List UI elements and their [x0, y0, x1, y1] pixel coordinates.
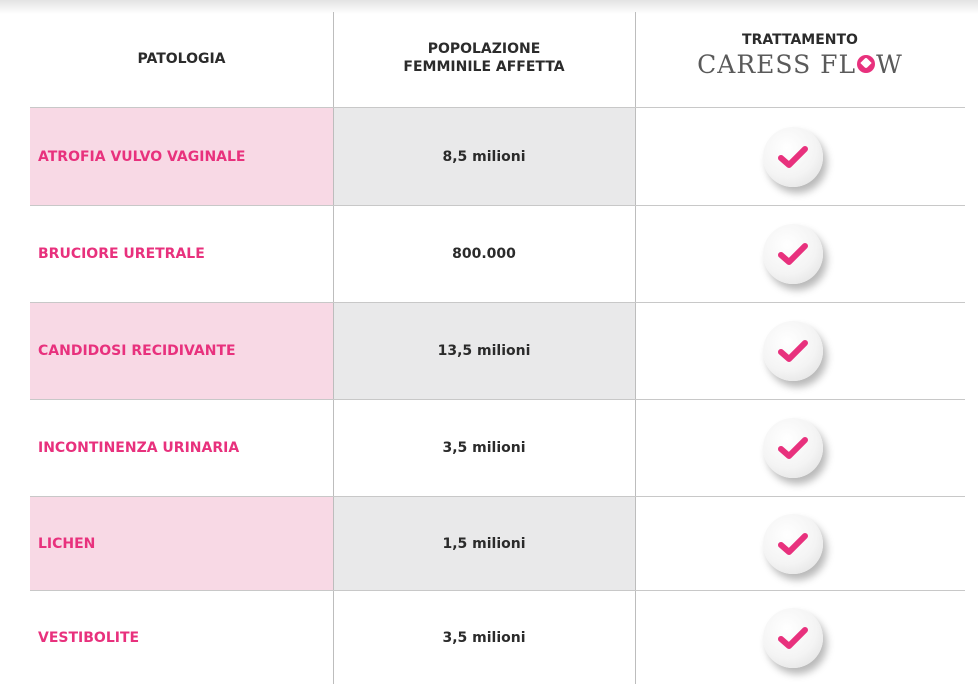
cell-trattamento — [635, 591, 965, 684]
popolazione-text: 3,5 milioni — [442, 439, 526, 456]
cell-patologia — [30, 302, 333, 399]
row-divider — [30, 590, 965, 591]
row-divider — [30, 205, 965, 206]
patologia-text: BRUCIORE URETRALE — [38, 245, 205, 262]
heart-clock-icon — [857, 55, 875, 73]
cell-popolazione — [333, 205, 635, 302]
cell-patologia — [30, 591, 333, 684]
brand-logo — [697, 50, 903, 79]
header-patologia — [30, 0, 333, 108]
cell-trattamento — [635, 302, 965, 399]
row-divider — [30, 496, 965, 497]
cell-trattamento — [635, 496, 965, 591]
check-circle-icon — [763, 608, 823, 668]
check-circle-icon — [763, 514, 823, 574]
cell-popolazione — [333, 496, 635, 591]
check-circle-icon — [763, 224, 823, 284]
table-row — [0, 108, 978, 205]
column-divider — [635, 12, 636, 684]
cell-patologia — [30, 496, 333, 591]
patologia-text: INCONTINENZA URINARIA — [38, 439, 240, 456]
row-divider — [30, 302, 965, 303]
header-patologia-label: PATOLOGIA — [137, 51, 226, 67]
popolazione-text: 8,5 milioni — [442, 148, 526, 165]
popolazione-text: 13,5 milioni — [437, 342, 531, 359]
column-divider — [333, 12, 334, 684]
header-trattamento-label: TRATTAMENTO — [742, 31, 858, 48]
popolazione-text: 800.000 — [452, 245, 516, 262]
header-popolazione — [333, 0, 635, 108]
check-circle-icon — [763, 127, 823, 187]
table-row — [0, 496, 978, 591]
table-header — [0, 0, 978, 108]
cell-popolazione — [333, 108, 635, 205]
popolazione-text: 1,5 milioni — [442, 535, 526, 552]
cell-popolazione — [333, 591, 635, 684]
cell-popolazione — [333, 399, 635, 496]
cell-popolazione — [333, 302, 635, 399]
patologia-text: VESTIBOLITE — [38, 629, 140, 646]
patologia-text: CANDIDOSI RECIDIVANTE — [38, 342, 236, 359]
cell-patologia — [30, 205, 333, 302]
cell-patologia — [30, 108, 333, 205]
row-divider — [30, 399, 965, 400]
popolazione-text: 3,5 milioni — [442, 629, 526, 646]
table-row — [0, 399, 978, 496]
header-popolazione-line1: POPOLAZIONE — [427, 41, 541, 57]
header-trattamento — [635, 0, 965, 108]
check-circle-icon — [763, 321, 823, 381]
brand-text-part2: W — [876, 49, 903, 79]
patologia-text: LICHEN — [38, 535, 96, 552]
row-divider — [30, 107, 965, 108]
cell-trattamento — [635, 205, 965, 302]
cell-trattamento — [635, 108, 965, 205]
check-circle-icon — [763, 418, 823, 478]
cell-patologia — [30, 399, 333, 496]
table-row — [0, 302, 978, 399]
table-row — [0, 205, 978, 302]
header-popolazione-line2: FEMMINILE AFFETTA — [403, 59, 565, 75]
patologia-text: ATROFIA VULVO VAGINALE — [38, 148, 246, 165]
brand-text-part1: CARESS FL — [697, 49, 857, 79]
cell-trattamento — [635, 399, 965, 496]
table-row — [0, 591, 978, 684]
